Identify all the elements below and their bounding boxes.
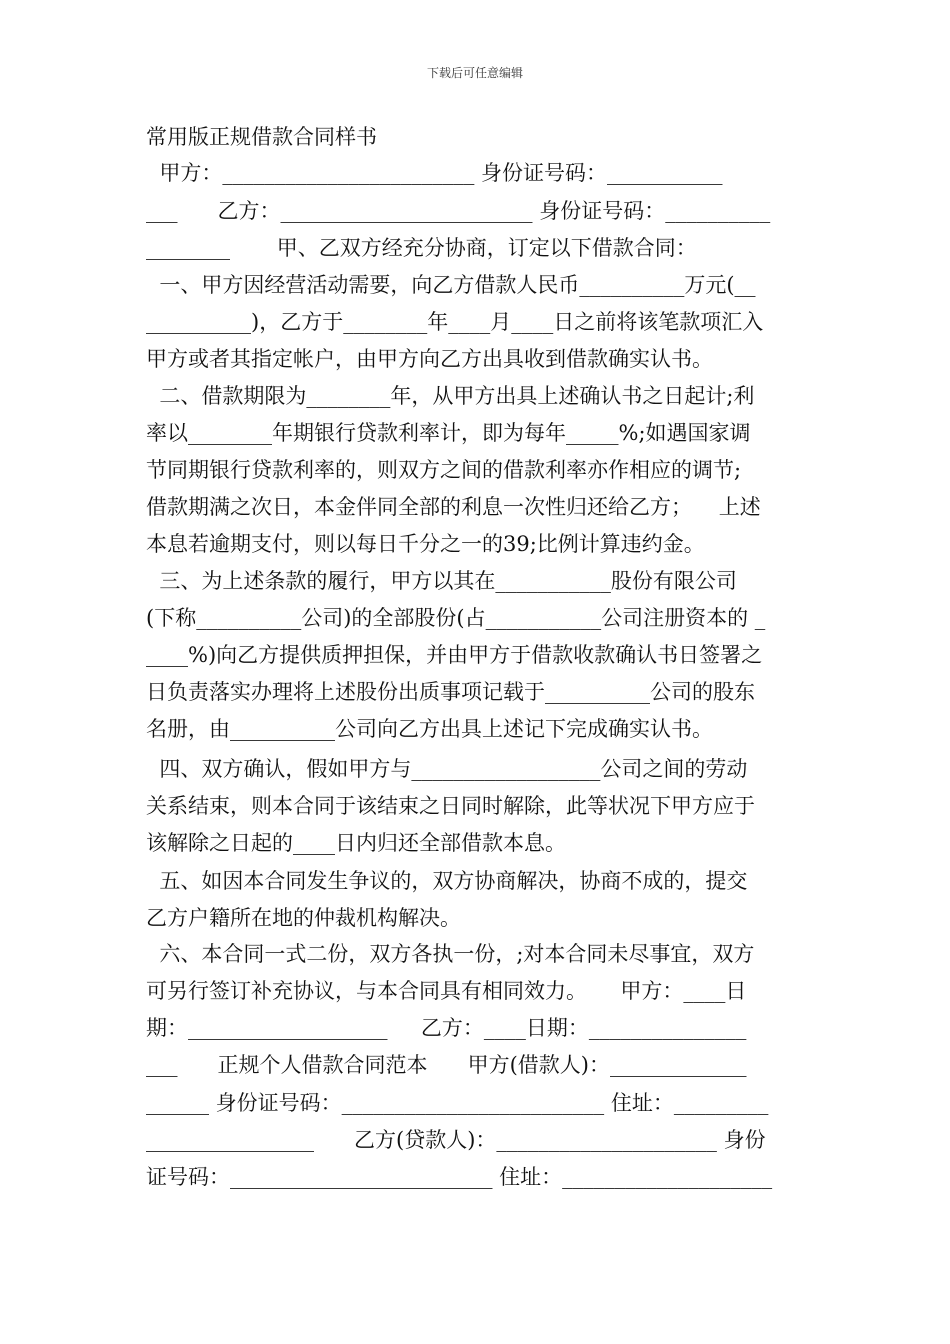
document-line: ________ 甲、乙双方经充分协商，订定以下借款合同： — [146, 236, 697, 260]
document-line: 三、为上述条款的履行，甲方以其在___________股份有限公司 — [146, 569, 737, 593]
document-title: 常用版正规借款合同样书 — [146, 125, 377, 149]
document-line: 证号码：_________________________ 住址：____________________ — [146, 1165, 773, 1189]
document-line: __________)，乙方于________年____月____日之前将该笔款项汇入 — [146, 310, 764, 334]
page-header-note: 下载后可任意编辑 — [426, 66, 523, 80]
document-line: ______ 身份证号码：_________________________ 住址：_________ — [146, 1091, 769, 1115]
document-line: ________________ 乙方(贷款人)：_____________________ 身份 — [146, 1128, 766, 1152]
document-line: 关系结束，则本合同于该结束之日同时解除，此等状况下甲方应于 — [146, 794, 755, 818]
document-line: ___ 正规个人借款合同范本 甲方(借款人)：_____________ — [146, 1053, 747, 1077]
document-line: 甲方：________________________ 身份证号码：___________ — [146, 161, 723, 185]
document-line: (下称__________公司)的全部股份(占___________公司注册资本的 _ — [146, 606, 766, 630]
document-line: 一、甲方因经营活动需要，向乙方借款人民币__________万元(__ — [146, 273, 756, 297]
document-line: 日负责落实办理将上述股份出质事项记载于__________公司的股东 — [146, 680, 755, 704]
document-line: 借款期满之次日，本金伴同全部的利息一次性归还给乙方； 上述 — [146, 495, 761, 519]
document-line: 二、借款期限为________年，从甲方出具上述确认书之日起计;利 — [146, 384, 755, 408]
document-line: 可另行签订补充协议，与本合同具有相同效力。 甲方：____日 — [146, 979, 747, 1003]
document-line: 五、如因本合同发生争议的，双方协商解决，协商不成的，提交 — [146, 869, 748, 893]
document-line: 甲方或者其指定帐户，由甲方向乙方出具收到借款确实认书。 — [146, 347, 713, 371]
document-line: 该解除之日起的____日内归还全部借款本息。 — [146, 831, 566, 855]
document-line: 四、双方确认，假如甲方与__________________公司之间的劳动 — [146, 757, 748, 781]
document-line: 率以________年期银行贷款利率计，即为每年_____%;如遇国家调 — [146, 421, 751, 445]
document-line: ____%)向乙方提供质押担保，并由甲方于借款收款确认书日签署之 — [146, 643, 763, 667]
document-line: ___ 乙方：________________________ 身份证号码：__________ — [146, 199, 771, 223]
document-line: 节同期银行贷款利率的，则双方之间的借款利率亦作相应的调节; — [146, 458, 742, 482]
document-line: 乙方户籍所在地的仲裁机构解决。 — [146, 906, 461, 930]
document-line: 名册，由__________公司向乙方出具上述记下完成确实认书。 — [146, 717, 713, 741]
document-line: 期：___________________ 乙方：____日期：_______________ — [146, 1016, 747, 1040]
document-line: 本息若逾期支付，则以每日千分之一的39;比例计算违约金。 — [146, 532, 705, 556]
document-line: 六、本合同一式二份，双方各执一份，;对本合同未尽事宜，双方 — [146, 942, 755, 966]
